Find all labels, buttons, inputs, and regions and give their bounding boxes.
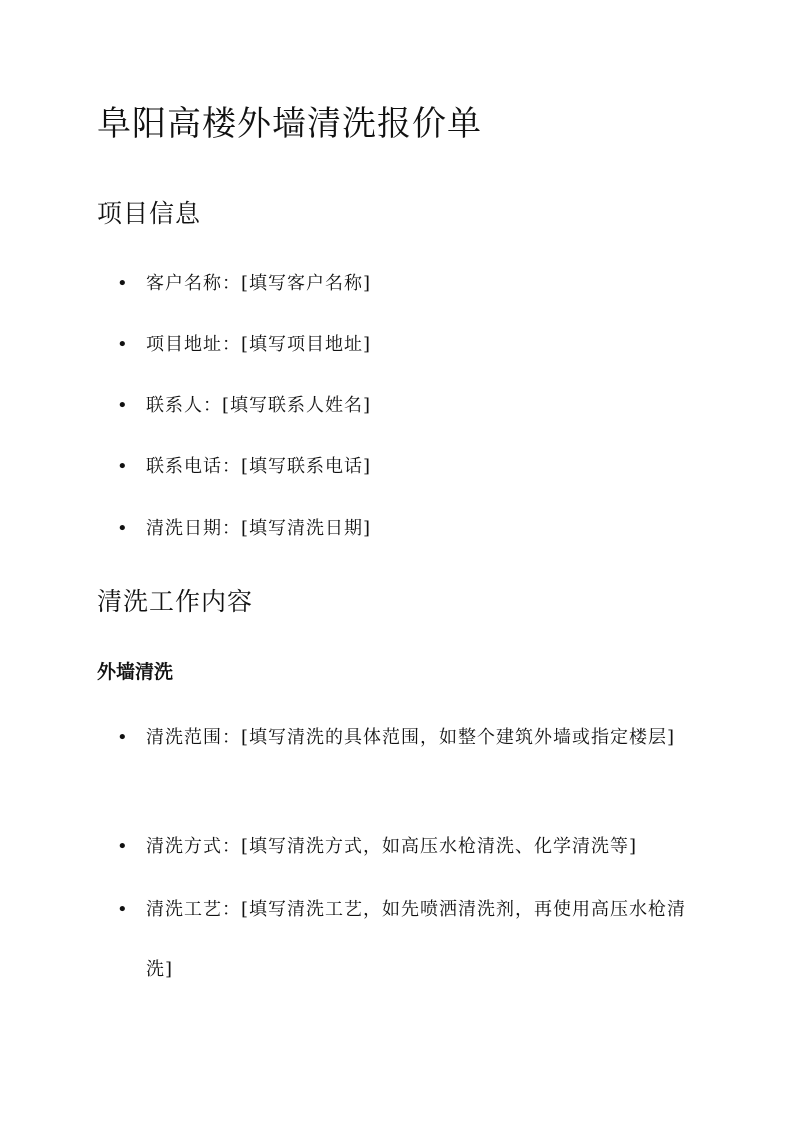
list-item	[117, 880, 707, 1000]
document-title: 阜阳高楼外墙清洗报价单	[97, 104, 482, 144]
section-heading-work-content: 清洗工作内容	[97, 587, 254, 616]
bullet-icon: •	[117, 273, 129, 294]
section-heading-project-info: 项目信息	[97, 199, 202, 228]
list-item-text: 清洗日期：[填写清洗日期]	[146, 518, 372, 539]
bullet-icon: •	[117, 899, 129, 920]
list-item	[117, 376, 707, 436]
list-item-text: 项目地址：[填写项目地址]	[146, 334, 372, 355]
list-item	[117, 708, 707, 768]
list-item	[117, 254, 707, 314]
bullet-icon: •	[117, 518, 129, 539]
list-item	[117, 437, 707, 497]
list-item-text: 联系人：[填写联系人姓名]	[146, 395, 372, 416]
list-item-text: 清洗工艺：[填写清洗工艺，如先喷洒清洗剂，再使用高压水枪清洗]	[146, 899, 687, 980]
list-item-text: 清洗范围：[填写清洗的具体范围，如整个建筑外墙或指定楼层]	[146, 727, 676, 748]
subsection-heading-exterior-wall: 外墙清洗	[97, 661, 174, 683]
list-item	[117, 315, 707, 375]
list-item	[117, 817, 707, 877]
list-item-text: 联系电话：[填写联系电话]	[146, 456, 372, 477]
list-item-text: 清洗方式：[填写清洗方式，如高压水枪清洗、化学清洗等]	[146, 836, 638, 857]
bullet-icon: •	[117, 836, 129, 857]
bullet-icon: •	[117, 334, 129, 355]
bullet-icon: •	[117, 456, 129, 477]
list-item-text: 客户名称：[填写客户名称]	[146, 273, 372, 294]
bullet-icon: •	[117, 727, 129, 748]
list-item	[117, 499, 707, 559]
bullet-icon: •	[117, 395, 129, 416]
